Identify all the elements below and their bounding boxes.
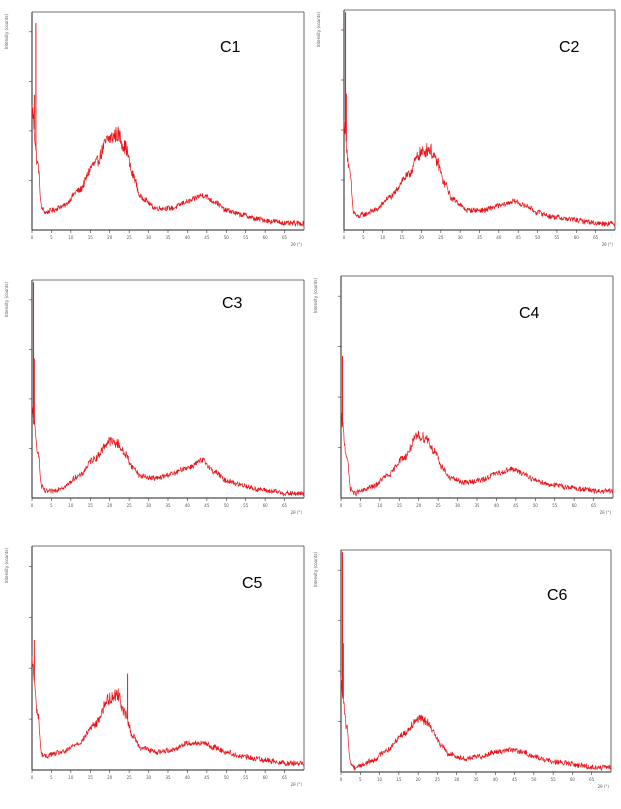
- x-tick-label: 40: [184, 503, 190, 508]
- x-tick-label: 20: [418, 235, 424, 240]
- chart-panel-c6: [311, 540, 621, 809]
- chart-c5-svg: [0, 540, 310, 809]
- x-tick-label: 25: [435, 503, 441, 508]
- x-tick-label: 5: [50, 775, 53, 780]
- x-tick-label: 50: [532, 503, 538, 508]
- chart-panel-c5: [0, 540, 310, 809]
- xrd-series-line: [32, 655, 304, 766]
- y-axis-title: Intensity (counts): [313, 552, 318, 588]
- x-tick-label: 35: [165, 775, 171, 780]
- x-tick-label: 55: [554, 235, 560, 240]
- x-tick-label: 30: [455, 503, 461, 508]
- xrd-series-line: [341, 677, 611, 770]
- x-tick-label: 45: [204, 235, 210, 240]
- x-tick-label: 0: [339, 503, 343, 508]
- x-tick-label: 20: [107, 235, 113, 240]
- chart-c1-svg: [0, 0, 310, 250]
- y-axis-title: Intensity (counts): [313, 278, 318, 314]
- panel-label: C1: [220, 39, 241, 56]
- x-tick-label: 40: [496, 235, 502, 240]
- x-tick-label: 65: [593, 235, 599, 240]
- x-tick-label: 30: [454, 777, 460, 782]
- x-tick-label: 15: [396, 503, 402, 508]
- x-tick-label: 25: [438, 235, 444, 240]
- x-tick-label: 40: [184, 775, 190, 780]
- x-axis-title: 2θ (°): [290, 510, 302, 515]
- x-tick-label: 45: [512, 777, 518, 782]
- x-tick-label: 45: [513, 503, 519, 508]
- x-tick-label: 45: [204, 775, 210, 780]
- y-axis-title: Intensity (counts): [4, 14, 9, 50]
- x-tick-label: 15: [87, 235, 93, 240]
- x-tick-label: 5: [50, 235, 53, 240]
- x-tick-label: 10: [377, 503, 383, 508]
- y-axis-title: Intensity (counts): [316, 12, 321, 48]
- x-axis-title: 2θ (°): [599, 510, 611, 515]
- x-tick-label: 20: [416, 503, 422, 508]
- x-tick-label: 50: [531, 777, 537, 782]
- panel-label: C6: [547, 587, 568, 604]
- xrd-series-line: [341, 413, 613, 496]
- chart-c4-svg: [311, 270, 621, 515]
- x-tick-label: 55: [243, 503, 249, 508]
- x-tick-label: 25: [126, 775, 132, 780]
- x-tick-label: 45: [515, 235, 521, 240]
- x-tick-label: 65: [589, 777, 595, 782]
- x-tick-label: 50: [223, 235, 229, 240]
- x-tick-label: 60: [262, 775, 268, 780]
- x-tick-label: 30: [146, 235, 152, 240]
- x-tick-label: 10: [377, 777, 383, 782]
- chart-panel-c2: [311, 0, 621, 250]
- x-tick-label: 0: [30, 775, 34, 780]
- x-tick-label: 35: [165, 235, 171, 240]
- chart-panel-c1: [0, 0, 310, 250]
- x-tick-label: 0: [339, 777, 343, 782]
- y-axis-title: Intensity (counts): [4, 548, 9, 584]
- x-tick-label: 55: [550, 777, 556, 782]
- x-tick-label: 15: [87, 503, 93, 508]
- x-tick-label: 55: [552, 503, 558, 508]
- x-tick-label: 40: [493, 503, 499, 508]
- panel-label: C3: [222, 295, 243, 312]
- x-tick-label: 50: [535, 235, 541, 240]
- x-tick-label: 60: [569, 777, 575, 782]
- x-tick-label: 25: [126, 503, 132, 508]
- x-tick-label: 55: [243, 235, 249, 240]
- x-tick-label: 65: [591, 503, 597, 508]
- x-tick-label: 65: [282, 775, 288, 780]
- x-tick-label: 0: [30, 235, 34, 240]
- x-tick-label: 25: [434, 777, 440, 782]
- x-tick-label: 25: [126, 235, 132, 240]
- chart-panel-c4: [311, 270, 621, 515]
- chart-c6-svg: [311, 540, 621, 809]
- x-tick-label: 10: [68, 235, 74, 240]
- x-tick-label: 20: [107, 503, 113, 508]
- x-tick-label: 35: [165, 503, 171, 508]
- x-tick-label: 5: [359, 503, 362, 508]
- x-tick-label: 15: [396, 777, 402, 782]
- xrd-series-line: [32, 105, 304, 226]
- x-axis-title: 2θ (°): [290, 242, 302, 247]
- xrd-series-line: [344, 120, 615, 226]
- panel-label: C4: [519, 305, 540, 322]
- x-tick-label: 30: [146, 775, 152, 780]
- y-axis-title: Intensity (counts): [4, 282, 9, 318]
- x-axis-title: 2θ (°): [290, 782, 302, 787]
- x-tick-label: 60: [571, 503, 577, 508]
- x-tick-label: 40: [184, 235, 190, 240]
- x-tick-label: 60: [573, 235, 579, 240]
- x-tick-label: 0: [30, 503, 34, 508]
- x-tick-label: 55: [243, 775, 249, 780]
- chart-c2-svg: [311, 0, 621, 250]
- x-tick-label: 30: [457, 235, 463, 240]
- x-tick-label: 50: [223, 503, 229, 508]
- x-tick-label: 10: [68, 503, 74, 508]
- x-tick-label: 15: [399, 235, 405, 240]
- x-tick-label: 5: [50, 503, 53, 508]
- x-tick-label: 15: [87, 775, 93, 780]
- x-tick-label: 50: [223, 775, 229, 780]
- x-axis-title: 2θ (°): [597, 784, 609, 789]
- panel-label: C2: [559, 39, 580, 56]
- x-tick-label: 60: [262, 235, 268, 240]
- x-tick-label: 20: [415, 777, 421, 782]
- x-tick-label: 60: [262, 503, 268, 508]
- x-tick-label: 40: [492, 777, 498, 782]
- x-tick-label: 45: [204, 503, 210, 508]
- x-tick-label: 35: [474, 503, 480, 508]
- x-tick-label: 5: [359, 777, 362, 782]
- chart-panel-c3: [0, 270, 310, 515]
- x-tick-label: 10: [380, 235, 386, 240]
- x-tick-label: 65: [282, 235, 288, 240]
- x-tick-label: 65: [282, 503, 288, 508]
- x-tick-label: 0: [342, 235, 346, 240]
- panel-label: C5: [242, 575, 263, 592]
- x-tick-label: 5: [362, 235, 365, 240]
- x-tick-label: 35: [473, 777, 479, 782]
- x-tick-label: 30: [146, 503, 152, 508]
- chart-c3-svg: [0, 270, 310, 515]
- xrd-series-line: [32, 406, 304, 495]
- x-tick-label: 20: [107, 775, 113, 780]
- x-axis-title: 2θ (°): [601, 242, 613, 247]
- x-tick-label: 35: [476, 235, 483, 240]
- x-tick-label: 10: [68, 775, 74, 780]
